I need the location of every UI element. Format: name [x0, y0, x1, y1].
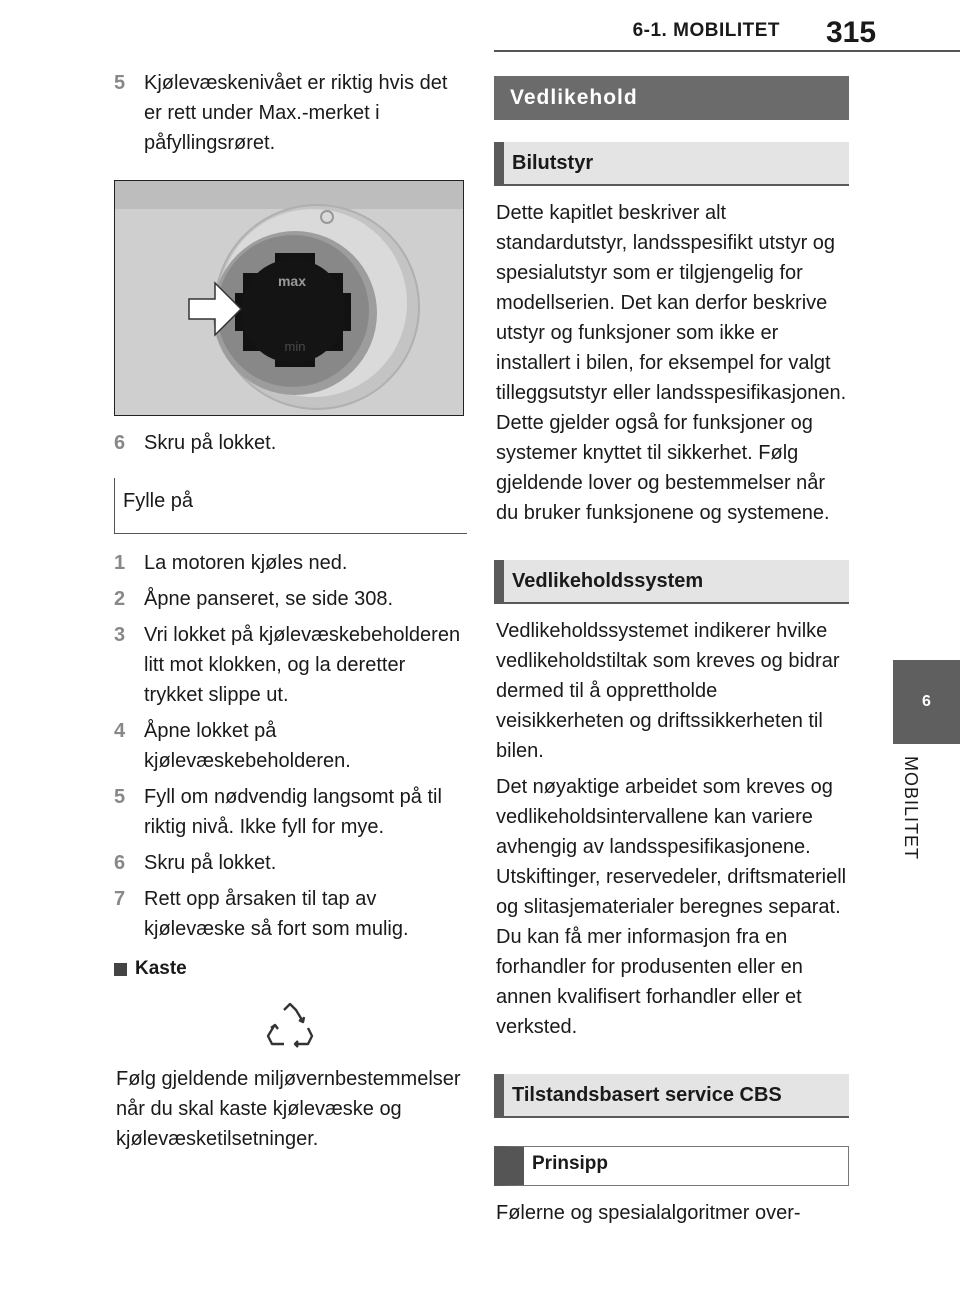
- step-number: 6: [114, 852, 126, 874]
- disposal-text: Følg gjeldende miljøvernbestemmelser når du skal kaste kjølevæske og kjølevæsketilsetninger.: [116, 1068, 461, 1150]
- step-item: [100, 716, 466, 776]
- header-rule: [494, 50, 960, 52]
- section-heading-vedlikehold: Vedlikehold: [494, 76, 849, 120]
- step-number: 5: [114, 72, 126, 94]
- chapter-tab-label: MOBILITET: [901, 756, 921, 861]
- step-text: Skru på lokket.: [144, 432, 277, 454]
- step-number: 6: [114, 432, 126, 454]
- chapter-tab-number: 6: [922, 693, 931, 710]
- step-text: La motoren kjøles ned.: [144, 552, 348, 574]
- step-item: [100, 68, 466, 158]
- cap-min-label: min: [284, 339, 306, 354]
- prinsipp-text: Følerne og spesialalgoritmer over-: [496, 1202, 801, 1224]
- cap-max-label: max: [277, 273, 307, 289]
- step-item: [100, 620, 466, 710]
- chapter-tab: [893, 660, 960, 744]
- step-item: [100, 428, 466, 458]
- subheading-text: Kaste: [135, 958, 187, 979]
- step-number: 3: [114, 624, 126, 646]
- left-column: [100, 68, 466, 1154]
- section-heading-vedlikeholdssystem: Vedlikeholdssystem: [494, 560, 849, 604]
- step-text: Åpne panseret, se side 308.: [144, 588, 394, 610]
- step-text: Åpne lokket på kjølevæskebeholderen.: [144, 720, 351, 772]
- step-item: [100, 584, 466, 614]
- page-number: 315: [826, 16, 877, 49]
- coolant-cap-illustration: [115, 181, 463, 415]
- right-column: [494, 76, 849, 1234]
- step-item: [100, 548, 466, 578]
- step-text: Fyll om nødvendig langsomt på til riktig nivå. Ikke fyll for mye.: [144, 786, 442, 838]
- recycle-icon: [264, 1000, 316, 1052]
- step-text: Kjølevæskenivået er riktig hvis det er rett under Max.-merket i påfyllingsrøret.: [144, 72, 448, 154]
- step-item: [100, 884, 466, 944]
- step-item: [100, 782, 466, 842]
- step-text: Vri lokket på kjølevæskebeholderen litt mot klokken, og la deretter trykket slippe ut.: [144, 624, 461, 706]
- section-heading-bilutstyr: Bilutstyr: [494, 142, 849, 186]
- section-heading-cbs: Tilstandsbasert service CBS: [494, 1074, 849, 1118]
- step-number: 5: [114, 786, 126, 808]
- step-text: Skru på lokket.: [144, 852, 277, 874]
- step-text: Rett opp årsaken til tap av kjølevæske så fort som mulig.: [144, 888, 409, 940]
- step-item: [100, 848, 466, 878]
- step-number: 2: [114, 588, 126, 610]
- step-number: 1: [114, 552, 126, 574]
- section-title-fylle: Fylle på: [114, 478, 467, 534]
- subsection-heading-prinsipp: Prinsipp: [494, 1146, 849, 1186]
- vedlikeholdssystem-text-1: Vedlikeholdssystemet indikerer hvilke vedlikeholdstiltak som kreves og bidrar dermed til å opprettholde veisikkerheten og driftssikkerheten til bilen.: [496, 620, 840, 762]
- square-bullet-icon: [114, 963, 127, 976]
- step-number: 7: [114, 888, 126, 910]
- vedlikeholdssystem-text-2: Det nøyaktige arbeidet som kreves og vedlikeholdsintervallene kan variere avhengig av landsspesifikasjonene. Utskiftinger, reservedeler, driftsmateriell og slitasjematerialer beregnes separat. Du kan få mer informasjon fra en forhandler for produsenten eller en annen kvalifisert forhandler eller et verksted.: [496, 776, 847, 1038]
- bilutstyr-text: Dette kapitlet beskriver alt standardutstyr, landsspesifikt utstyr og spesialutstyr som er tilgjengelig for modellserien. Det kan derfor beskrive utstyr og funksjoner som ikke er installert i bilen, for eksempel for valgt tilleggsutstyr eller landsspesifikasjonen. Dette gjelder også for funksjoner og systemer knyttet til sikkerhet. Følg gjeldende lover og bestemmelser når du bruker funksjonene og systemene.: [496, 202, 847, 524]
- subheading-kaste: [114, 958, 466, 980]
- coolant-cap-figure: [114, 180, 464, 416]
- chapter-heading: 6-1. MOBILITET: [632, 20, 780, 41]
- step-number: 4: [114, 720, 126, 742]
